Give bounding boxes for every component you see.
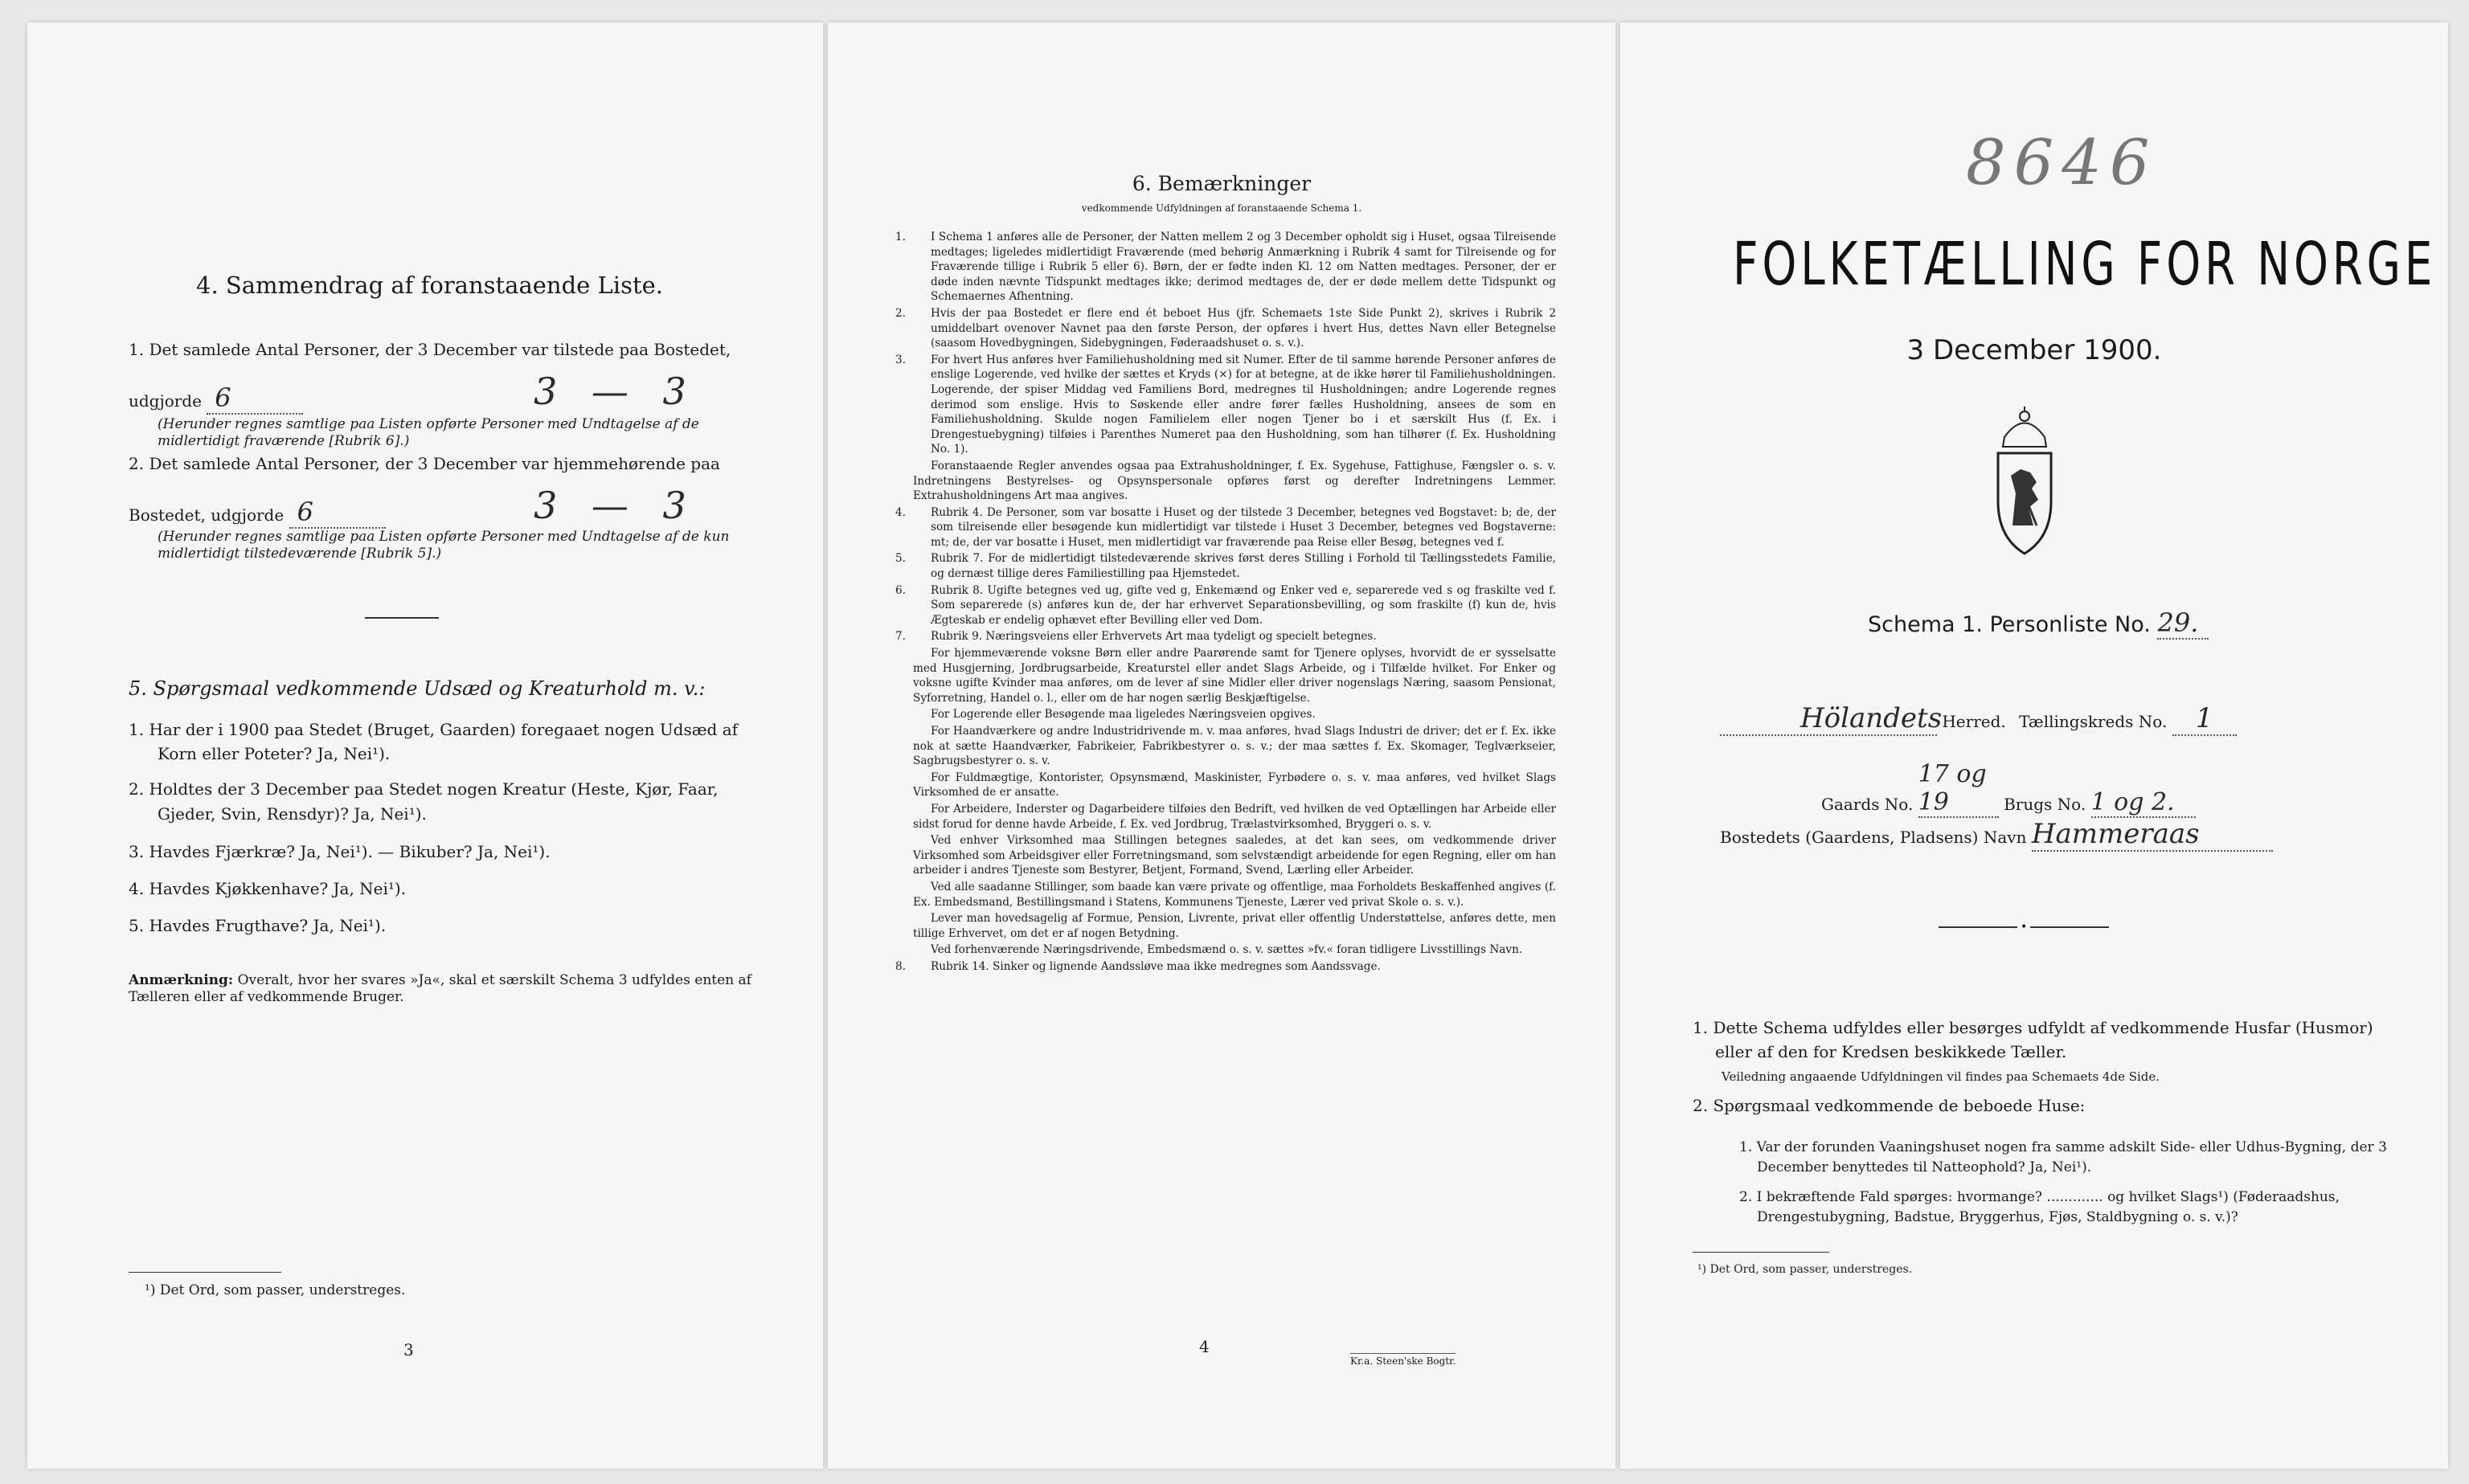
- page-number: 4: [1199, 1337, 1210, 1356]
- remark-item: [913, 771, 1556, 800]
- census-date: 3 December 1900.: [1906, 334, 2162, 366]
- remark-item: [913, 911, 1556, 941]
- herred-value: Hölandets: [1720, 702, 1937, 736]
- remark-number: 4.: [895, 505, 906, 519]
- herred-label: Herred.: [1942, 712, 2006, 731]
- remark-item: [913, 802, 1556, 832]
- page-4: [828, 22, 1615, 1469]
- bosted-label: Bostedets (Gaardens, Pladsens) Navn: [1720, 828, 2027, 847]
- remark-text: For hjemmeværende voksne Børn eller andre Paarørende samt for Tjenere oplyses, hvorvidt de er sysselsatte med Husgjerning, Jordbrugsarbeide, Kreaturstel eller andet Slags Arbeide, og i Tilfælde hvilket. For Enker og voksne ugifte Kvinder maa anføres, om de lever af sine Midler eller driver nogenslags Næring, saasom Pensionat, Syforretning, Handel o. l., eller om de har nogen særlig Beskjæftigelse.: [913, 647, 1556, 705]
- remark-item: [895, 629, 1556, 644]
- remarks-list: [895, 230, 1556, 976]
- q2-prefix: Bostedet, udgjorde: [129, 505, 285, 525]
- s5-q4: 4. Havdes Kjøkkenhave? Ja, Nei¹).: [129, 879, 407, 898]
- kreds-value: 1: [2172, 702, 2237, 736]
- remark-text: For Fuldmægtige, Kontorister, Opsynsmænd, Maskinister, Fyrbødere o. s. v. maa anføres, ved hvilket Slags Virksomhed de er ansatte.: [913, 771, 1556, 799]
- instruction-1-note: Veiledning angaaende Udfyldningen vil findes paa Schemaets 4de Side.: [1722, 1069, 2160, 1084]
- q2-total: 6: [289, 497, 386, 529]
- remark-item: [895, 583, 1556, 628]
- remark-number: 7.: [895, 630, 906, 644]
- q2-text: 2. Det samlede Antal Personer, der 3 December var hjemmehørende paa: [129, 454, 720, 473]
- q2-split: 3 — 3: [534, 484, 698, 527]
- q1-total: 6: [207, 382, 303, 415]
- remark-text: Rubrik 9. Næringsveiens eller Erhvervets Art maa tydeligt og specielt betegnes.: [931, 630, 1377, 644]
- brugs-value: 1 og 2.: [2091, 788, 2196, 818]
- remark-text: Rubrik 14. Sinker og lignende Aandssløve maa ikke medregnes som Aandssvage.: [931, 959, 1381, 973]
- page-1: [1620, 22, 2448, 1469]
- herred-line: [1720, 702, 2411, 736]
- remark-item: [895, 306, 1556, 351]
- remarks-subheading: vedkommende Udfyldningen af foranstaaende Schema 1.: [1081, 202, 1362, 214]
- schema-line: [1868, 607, 2209, 640]
- q1-split: 3 — 3: [534, 370, 698, 413]
- remark-text: For Haandværkere og andre Industridrivende m. v. maa anføres, hvad Slags Industri de driver; det er f. Ex. ikke nok at sætte Haandværker, Fabrikeier, Fabrikbestyrer o. s. v.; der maa sættes f. Ex. Skomager, Teglværkseier, Sagbrugsbestyrer o. s. v.: [913, 725, 1556, 768]
- coat-of-arms-icon: [1980, 405, 2069, 558]
- s5-q2b: Gjeder, Svin, Rensdyr)? Ja, Nei¹).: [158, 804, 427, 824]
- s5-q3: 3. Havdes Fjærkræ? Ja, Nei¹). — Bikuber? Ja, Nei¹).: [129, 842, 551, 861]
- remark-text: Ved enhver Virksomhed maa Stillingen betegnes saaledes, at det kan sees, om vedkommende driver Virksomhed som Arbeidsgiver eller Forretningsmand, som selvstændigt arbeidende for egen Regning, eller om han arbeider i andres Tjeneste som Bestyrer, Betjent, Formand, Svend, Lærling eller Arbeider.: [913, 834, 1556, 877]
- remark-number: 6.: [895, 583, 906, 597]
- page-number: 3: [403, 1340, 414, 1359]
- q1-note: (Herunder regnes samtlige paa Listen opførte Personer med Undtagelse af de midlertidigt fraværende [Rubrik 6].): [158, 416, 699, 449]
- brugs-label: Brugs No.: [2004, 795, 2086, 814]
- bosted-line: [1720, 818, 2273, 852]
- remark-number: 3.: [895, 353, 906, 366]
- remark-text: Rubrik 8. Ugifte betegnes ved ug, gifte ved g, Enkemænd og Enker ved e, separerede ved s og fraskilte ved f. Som separerede (s) anføres kun de, der har erhvervet Separationsbevilling, og som fraskilte (f) kun de, hvis Ægteskab er endelig ophævet efter Bevilling eller ved Dom.: [931, 583, 1556, 627]
- s5-q1b: Korn eller Poteter? Ja, Nei¹).: [158, 744, 391, 763]
- remark-text: For hvert Hus anføres hver Familiehusholdning med sit Numer. Efter de til samme hørende Personer anføres de enslige Logerende, ved hvilke der sættes et Kryds (×) for at betegne, at de ikke hører til Familiehusholdningen. Logerende, der spiser Middag ved Familiens Bord, medregnes til Husholdningen; andre Logerende regnes derimod som enslige. Hvis to Søskende eller andre fører fælles Husholdning, ansees de som en Familiehusholdning. Skulde nogen Familielem eller nogen Tjener bo i et særskilt Hus (f. Ex. i Drengestuebygning) tilføies i Parenthes Numeret paa den Husholdning, som han tilhører (f. Ex. Husholdning No. 1).: [931, 353, 1556, 456]
- printer-credit: Kr.a. Steen'ske Bogtr.: [1350, 1353, 1456, 1367]
- instruction-2-q1: 1. Var der forunden Vaaningshuset nogen fra samme adskilt Side- eller Udhus-Bygning, der 3 December benyttedes til Natteophold? Ja, Nei¹).: [1739, 1139, 2387, 1175]
- remarks-heading: 6. Bemærkninger: [1132, 172, 1312, 195]
- remark-item: [895, 505, 1556, 550]
- remark-item: [895, 551, 1556, 581]
- personliste-number: 29.: [2157, 607, 2209, 640]
- section-5-title: 5. Spørgsmaal vedkommende Udsæd og Kreaturhold m. v.:: [129, 677, 706, 700]
- remark-item: [913, 459, 1556, 504]
- gaards-value: 17 og 19: [1918, 760, 1999, 818]
- remark-number: 2.: [895, 306, 906, 320]
- bosted-value: Hammeraas: [2032, 818, 2273, 852]
- remark-item: [895, 959, 1556, 975]
- remark-number: 1.: [895, 231, 906, 243]
- remark-text: For Logerende eller Besøgende maa ligeledes Næringsveien opgives.: [931, 708, 1316, 722]
- gaards-label: Gaards No.: [1821, 795, 1914, 814]
- remark-item: [913, 724, 1556, 769]
- gaards-line: [1821, 760, 2196, 818]
- remark-item: [895, 230, 1556, 305]
- handwritten-number: 8646: [1966, 127, 2158, 199]
- remark-text: Foranstaaende Regler anvendes ogsaa paa Extrahusholdninger, f. Ex. Sygehuse, Fattighuse, Fængsler o. s. v. Indretningens Bestyrelses- og Opsynspersonale opføres først og derefter Indretningens Lemmer. Extrahusholdningens Art maa angives.: [913, 459, 1556, 503]
- footnote-rule: [1693, 1252, 1829, 1253]
- remark-item: [913, 646, 1556, 705]
- remark-number: 5.: [895, 552, 906, 566]
- remark-item: [913, 707, 1556, 722]
- footnote-rule: [129, 1272, 281, 1273]
- s5-q5: 5. Havdes Frugthave? Ja, Nei¹).: [129, 916, 387, 935]
- q2-line: [129, 497, 386, 529]
- annotation-note: [129, 972, 764, 1006]
- s5-q1a: 1. Har der i 1900 paa Stedet (Bruget, Gaarden) foregaaet nogen Udsæd af: [129, 720, 739, 739]
- schema-label: Schema 1. Personliste No.: [1868, 612, 2151, 637]
- remark-number: 8.: [895, 959, 906, 973]
- remark-text: Lever man hovedsagelig af Formue, Pension, Livrente, privat eller offentlig Understøttelse, anføres dette, men tillige Erhvervet, om det er af nogen Betydning.: [913, 912, 1556, 940]
- remark-text: Ved alle saadanne Stillinger, som baade kan være private og offentlige, maa Forholdets Beskaffenhed angives (f. Ex. Embedsmand, Bestillingsmand i Statens, Kommunens Tjeneste, Lærer ved privat Skole o. s. v.).: [913, 880, 1556, 909]
- divider: [365, 617, 439, 619]
- q1-line: [129, 382, 303, 415]
- remark-text: For Arbeidere, Inderster og Dagarbeidere tilføies den Bedrift, ved hvilken de ved Optællingen har Arbeide eller sidst forud for denne havde Arbeide, f. Ex. ved Jordbrug, Trælastvirksomhed, Bryggeri o. s. v.: [913, 802, 1556, 831]
- section-4-title: 4. Sammendrag af foranstaaende Liste.: [196, 272, 663, 299]
- remark-text: I Schema 1 anføres alle de Personer, der Natten mellem 2 og 3 December opholdt sig i Huset, ogsaa Tilreisende medtages; ligeledes midlertidigt Fraværende (med behørig Anmærkning i Rubrik 4 samt for Tilreisende og for Fraværende tillige i Rubrik 5 eller 6). Børn, der er fødte inden Kl. 12 om Natten medtages. Personer, der er døde inden nævnte Tidspunkt medtages ikke; derimod medtages de, der er døde mellem dette Tidspunkt og Schemaernes Afhentning.: [931, 231, 1556, 304]
- q1-text: 1. Det samlede Antal Personer, der 3 December var tilstede paa Bostedet,: [129, 340, 731, 359]
- note-label: Anmærkning:: [129, 972, 234, 988]
- instruction-2: 2. Spørgsmaal vedkommende de beboede Huse:: [1693, 1096, 2086, 1115]
- q1-prefix: udgjorde: [129, 391, 202, 411]
- q2-note: (Herunder regnes samtlige paa Listen opførte Personer med Undtagelse af de kun midlertidigt tilstedeværende [Rubrik 5].): [158, 529, 730, 562]
- remark-item: [913, 833, 1556, 878]
- census-title: FOLKETÆLLING FOR NORGE: [1733, 230, 2437, 299]
- instruction-1: 1. Dette Schema udfyldes eller besørges udfyldt af vedkommende Husfar (Husmor) eller af den for Kredsen beskikkede Tæller.: [1693, 1018, 2373, 1061]
- remark-item: [913, 880, 1556, 910]
- remark-text: Ved forhenværende Næringsdrivende, Embedsmænd o. s. v. sættes »fv.« foran tidligere Livsstillings Navn.: [931, 943, 1523, 957]
- instruction-2-q2: 2. I bekræftende Fald spørges: hvormange? ............. og hvilket Slags¹) (Føderaadshus, Drengestubygning, Badstue, Bryggerhus, Fjøs, Staldbygning o. s. v.)?: [1739, 1189, 2340, 1225]
- note-text: Overalt, hvor her svares »Ja«, skal et særskilt Schema 3 udfyldes enten af Tælleren eller af vedkommende Bruger.: [129, 972, 751, 1005]
- remark-text: Rubrik 4. De Personer, som var bosatte i Huset og der tilstede 3 December, betegnes ved Bogstavet: b; de, der som tilreisende eller besøgende kun midlertidigt var tilstede i Huset 3 December, betegnes ved Bogstaverne: mt; de, der var bosatte i Huset, men midlertidigt var fraværende paa Reise eller Besøg, betegnes ved f.: [931, 505, 1556, 549]
- remark-item: [913, 942, 1556, 958]
- kreds-label: Tællingskreds No.: [2019, 712, 2168, 731]
- s5-q2a: 2. Holdtes der 3 December paa Stedet nogen Kreatur (Heste, Kjør, Faar,: [129, 779, 719, 799]
- footnote: ¹) Det Ord, som passer, understreges.: [1697, 1263, 1913, 1276]
- divider-ornament: •: [2017, 921, 2030, 934]
- page-3: [27, 22, 823, 1469]
- remark-item: [895, 353, 1556, 457]
- remark-text: Hvis der paa Bostedet er flere end ét beboet Hus (jfr. Schemaets 1ste Side Punkt 2), skrives i Rubrik 2 umiddelbart ovenover Navnet paa den første Person, der opføres i hvert Hus, dettes Navn eller Betegnelse (saasom Hovedbygningen, Sidebygningen, Føderaadshuset o. s. v.).: [931, 306, 1556, 350]
- footnote: ¹) Det Ord, som passer, understreges.: [145, 1282, 406, 1298]
- remark-text: Rubrik 7. For de midlertidigt tilstedeværende skrives først deres Stilling i Forhold til Tællingsstedets Familie, og dernæst tillige deres Familiestilling paa Hjemstedet.: [931, 552, 1556, 581]
